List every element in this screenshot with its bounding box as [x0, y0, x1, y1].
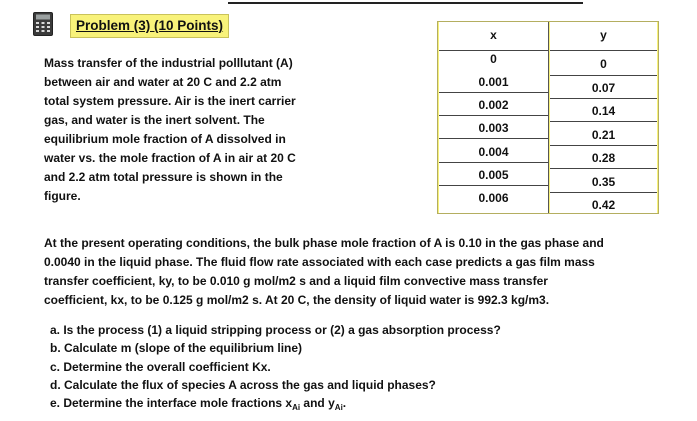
table-rule [550, 192, 657, 193]
problem-intro [44, 54, 344, 206]
x-cell: 0 [490, 52, 497, 66]
x-column-header: x [490, 28, 497, 42]
y-cell: 0.07 [591, 81, 616, 95]
x-cell: 0.003 [478, 121, 509, 135]
intro-line: and 2.2 atm total pressure is shown in the [44, 170, 283, 184]
top-divider [228, 2, 583, 4]
intro-line: Mass transfer of the industrial polllutant (A) [44, 56, 293, 70]
table-rule [550, 75, 657, 76]
x-column [439, 22, 549, 213]
x-symbol: x [285, 396, 293, 411]
calculator-icon [33, 12, 53, 36]
intro-line: gas, and water is the inert solvent. The [44, 113, 265, 127]
intro-line: equilibrium mole fraction of A dissolved in [44, 132, 286, 146]
question-item: d. Calculate the flux of species A across the gas and liquid phases? [50, 377, 436, 392]
problem-title: Problem (3) (10 Points) [70, 14, 229, 38]
table-rule [439, 185, 548, 186]
intro-line: figure. [44, 189, 81, 203]
x-subscript: Ai [292, 403, 301, 413]
intro-line: between air and water at 20 C and 2.2 atm [44, 75, 282, 89]
operating-conditions-paragraph [44, 234, 674, 310]
question-item: a. Is the process (1) a liquid stripping process or (2) a gas absorption process? [50, 323, 501, 337]
table-rule [550, 168, 657, 169]
table-rule [439, 115, 548, 116]
y-cell: 0.14 [591, 104, 616, 118]
y-column-header: y [600, 28, 607, 42]
question-list [50, 321, 501, 417]
x-cell: 0.004 [478, 145, 509, 159]
x-cell: 0.006 [478, 191, 509, 205]
y-cell: 0.21 [591, 128, 616, 142]
question-item: c. Determine the overall coefficient Kx. [50, 359, 271, 374]
table-rule [550, 145, 657, 146]
question-text: and [300, 396, 329, 411]
x-cell: 0.001 [478, 75, 509, 89]
paragraph-line: 0.0040 in the liquid phase. The fluid flow rate associated with each case predicts a gas film mass [44, 255, 595, 269]
y-cell: 0 [600, 57, 607, 71]
intro-line: water vs. the mole fraction of A in air at 20 C [44, 151, 296, 165]
paragraph-line: transfer coefficient, ky, to be 0.010 g mol/m2 s and a liquid film convective mass transfer [44, 274, 548, 288]
table-rule [550, 121, 657, 122]
paragraph-line: At the present operating conditions, the bulk phase mole fraction of A is 0.10 in the gas phase and [44, 236, 604, 250]
table-rule [439, 162, 548, 163]
y-cell: 0.28 [591, 151, 616, 165]
question-text: e. Determine the interface mole fractions [50, 396, 286, 411]
table-rule [550, 98, 657, 99]
x-cell: 0.002 [478, 98, 509, 112]
question-text: . [342, 396, 347, 411]
equilibrium-data-table [437, 21, 659, 214]
question-item: b. Calculate m (slope of the equilibrium line) [50, 341, 303, 356]
y-cell: 0.42 [591, 198, 616, 212]
question-item [50, 394, 501, 417]
intro-line: total system pressure. Air is the inert carrier [44, 94, 296, 108]
y-cell: 0.35 [591, 175, 616, 189]
y-subscript: Ai [334, 403, 343, 413]
paragraph-line: coefficient, kx, to be 0.125 g mol/m2 s. At 20 C, the density of liquid water is 992.3 kg/m3. [44, 293, 550, 307]
y-column [550, 22, 657, 213]
table-rule [439, 92, 548, 93]
table-rule [439, 138, 548, 139]
x-cell: 0.005 [478, 168, 509, 182]
y-symbol: y [328, 396, 335, 411]
table-rule [550, 50, 657, 51]
